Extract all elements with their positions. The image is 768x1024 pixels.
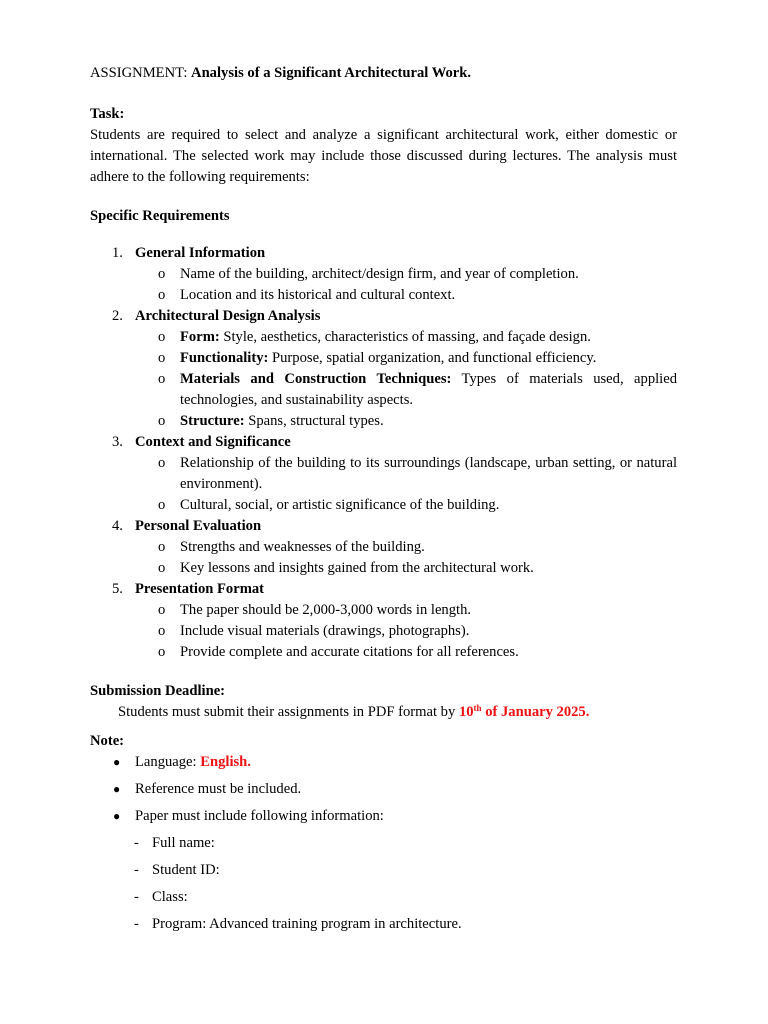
item-text: Include visual materials (drawings, photographs). [180,623,470,639]
circle-bullet-icon: o [158,539,166,555]
section-item [90,264,677,285]
item-text: Strengths and weaknesses of the building. [180,539,425,555]
dash-marker: - [134,835,139,851]
item-text: Spans, structural types. [244,413,384,429]
section-item [90,642,677,663]
circle-bullet-icon: o [158,413,166,429]
section-title: General Information [135,245,266,261]
item-label: Structure: [180,413,245,429]
note-item-info [90,806,677,827]
assignment-name: Analysis of a Significant Architectural Work. [191,65,472,81]
dash-marker: - [134,916,139,932]
section-title: Personal Evaluation [135,518,262,534]
section-title: Presentation Format [135,581,265,597]
deadline-day: 10 [458,704,474,720]
requirement-section [90,432,677,453]
circle-bullet-icon: o [158,623,166,639]
circle-bullet-icon: o [158,350,166,366]
submission-sentence: Students must submit their assignments in PDF format by [118,704,459,720]
circle-bullet-icon: o [158,371,166,387]
section-item [90,411,677,432]
section-item [90,348,677,369]
section-item [90,369,677,411]
requirements-heading: Specific Requirements [90,208,230,224]
section-item [90,285,677,306]
dash-marker: - [134,862,139,878]
section-item [90,558,677,579]
field-program [90,914,677,935]
document-content [90,63,677,941]
field-class [90,887,677,908]
item-label: Functionality: [180,350,269,366]
deadline-date [459,704,589,720]
requirement-section [90,579,677,600]
section-title: Architectural Design Analysis [135,308,321,324]
item-text: Purpose, spatial organization, and functional efficiency. [268,350,597,366]
circle-bullet-icon: o [158,560,166,576]
circle-bullet-icon: o [158,497,166,513]
field-label: Class: [152,889,188,905]
requirement-section [90,306,677,327]
section-items [90,453,677,516]
section-item [90,327,677,348]
field-student-id [90,860,677,881]
requirements-list [90,243,677,663]
assignment-colon: : [183,65,192,81]
item-text: Types of materials used, applied technologies, and sustainability aspects. [180,371,677,408]
item-text: Key lessons and insights gained from the architectural work. [180,560,534,576]
bullet-icon: ● [113,809,121,823]
item-label: Form: [180,329,220,345]
circle-bullet-icon: o [158,455,166,471]
circle-bullet-icon: o [158,644,166,660]
item-text: Location and its historical and cultural context. [180,287,456,303]
section-number: 3. [112,434,123,450]
section-item [90,621,677,642]
note-heading: Note: [90,733,125,749]
item-text: Name of the building, architect/design firm, and year of completion. [180,266,579,282]
item-text: Relationship of the building to its surroundings (landscape, urban setting, or natural environment). [180,455,677,492]
section-number: 1. [112,245,123,261]
note-text: Paper must include following information: [135,808,384,824]
section-number: 4. [112,518,123,534]
section-item [90,495,677,516]
item-text: Provide complete and accurate citations for all references. [180,644,519,660]
circle-bullet-icon: o [158,329,166,345]
section-number: 5. [112,581,123,597]
task-heading: Task: [90,106,125,122]
field-full-name [90,833,677,854]
section-item [90,600,677,621]
deadline-day-suffix: th [473,703,482,713]
requirement-section [90,243,677,264]
section-items [90,537,677,579]
section-title: Context and Significance [135,434,291,450]
section-items [90,264,677,306]
circle-bullet-icon: o [158,287,166,303]
section-number: 2. [112,308,123,324]
field-label: Student ID: [152,862,220,878]
section-item [90,453,677,495]
circle-bullet-icon: o [158,602,166,618]
requirement-section [90,516,677,537]
deadline-month-year: of January 2025. [481,704,590,720]
circle-bullet-icon: o [158,266,166,282]
section-item [90,537,677,558]
item-label: Materials and Construction Techniques: [180,371,452,387]
field-label: Program: Advanced training program in architecture. [152,916,462,932]
note-item-language [90,752,677,773]
note-item-reference [90,779,677,800]
language-value: English. [200,754,251,770]
note-text: Reference must be included. [135,781,302,797]
field-label: Full name: [152,835,215,851]
submission-heading: Submission Deadline: [90,683,226,699]
item-text: The paper should be 2,000-3,000 words in length. [180,602,472,618]
dash-marker: - [134,889,139,905]
assignment-title [90,63,677,84]
item-text: Cultural, social, or artistic significance of the building. [180,497,500,513]
assignment-label: ASSIGNMENT [90,65,184,81]
section-items [90,327,677,432]
bullet-icon: ● [113,782,121,796]
language-label: Language: [135,754,201,770]
submission-text [90,702,677,723]
item-text: Style, aesthetics, characteristics of massing, and façade design. [219,329,591,345]
section-items [90,600,677,663]
bullet-icon: ● [113,755,121,769]
task-body: Students are required to select and analyze a significant architectural work, either domestic or international. The selected work may include those discussed during lectures. The analysis must adhere to the following requirements: [90,127,677,185]
